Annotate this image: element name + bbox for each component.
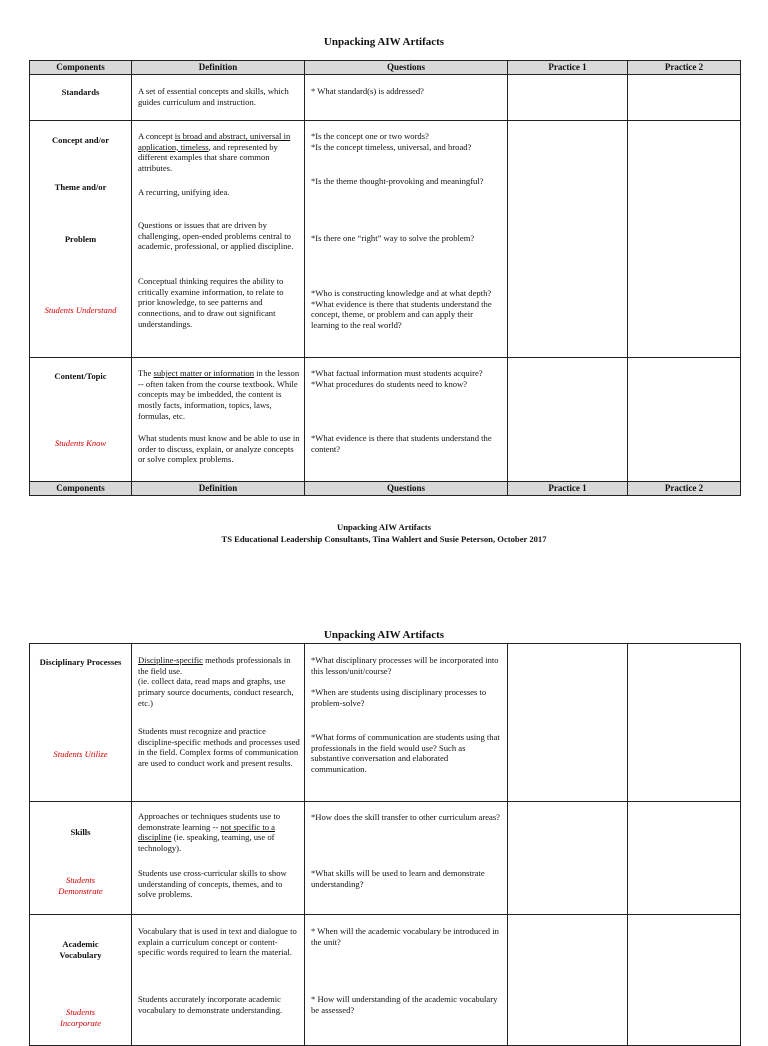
practice-2-content[interactable] [628,358,741,482]
question-problem: *Is there one “right” way to solve the problem? [311,233,475,243]
practice-1-standards[interactable] [508,75,628,121]
practice-2-disciplinary[interactable] [628,644,741,802]
row-skills [30,802,741,915]
aiw-table-1 [29,60,741,496]
label-disciplinary: Disciplinary Processes [39,657,122,667]
footer-title: Unpacking AIW Artifacts [337,522,431,532]
row-content [30,358,741,482]
def-content: The subject matter or information in the lesson -- often taken from the course textbook. While concepts may be imbedded, the content is mostly facts, information, topics, laws, formulas, etc. [138,368,300,421]
def-disciplinary: Discipline-specific methods professionals in the field use. (ie. collect data, read maps and graphs, use primary source documents, conduct research, etc.) [138,655,294,708]
row-vocabulary [30,915,741,1046]
def-concept: A concept is broad and abstract, universal in application, timeless, and represented by different examples that share common attributes. [138,131,291,174]
practice-2-concept[interactable] [628,121,741,358]
footer-header-questions: Questions [305,482,508,496]
practice-2-vocabulary[interactable] [628,915,741,1046]
def-skills: Approaches or techniques students use to demonstrate learning -- not specific to a discipline (ie. speaking, teaming, use of technology). [138,811,281,854]
question-disciplinary-3: *What forms of communication are students using that professionals in the field would use? Such as substantive conversation and elaborated communication. [311,732,500,775]
label-students-demonstrate: Students Demonstrate [58,875,103,896]
label-students-incorporate: Students Incorporate [59,1007,102,1028]
label-students-utilize: Students Utilize [53,749,108,759]
label-students-understand: Students Understand [44,305,117,315]
header-questions: Questions [305,61,508,75]
question-skills-1: *How does the skill transfer to other curriculum areas? [311,812,500,822]
def-students-demonstrate: Students use cross-curricular skills to show understanding of concepts, themes, and to solve problems. [138,868,287,900]
header-practice-2: Practice 2 [628,61,741,75]
question-standards: * What standard(s) is addressed? [311,86,424,96]
def-understand: Conceptual thinking requires the ability to critically examine information, to relate to prior knowledge, to see patterns and connections, and to draw out significant understandings. [138,276,284,329]
question-vocabulary-1: * When will the academic vocabulary be introduced in the unit? [311,926,499,947]
question-content: *What factual information must students acquire? *What procedures do students need to know? [311,368,483,389]
page-title-2: Unpacking AIW Artifacts [323,629,445,641]
def-students-know: What students must know and be able to use in order to discuss, explain, or analyze concepts or solve complex problems. [138,433,300,465]
question-disciplinary-1: *What disciplinary processes will be incorporated into this lesson/unit/course? [311,655,499,676]
footer-header-row [30,482,741,496]
row-disciplinary [30,644,741,802]
question-concept: *Is the concept one or two words? *Is the concept timeless, universal, and broad? [311,131,472,152]
label-concept: Concept and/or [51,135,110,145]
header-practice-1: Practice 1 [508,61,628,75]
footer-credit: TS Educational Leadership Consultants, Tina Wahlert and Susie Peterson, October 2017 [221,534,547,544]
label-content: Content/Topic [54,371,107,381]
practice-1-vocabulary[interactable] [508,915,628,1046]
label-problem: Problem [64,234,97,244]
question-skills-2: *What skills will be used to learn and demonstrate understanding? [311,868,485,889]
practice-1-skills[interactable] [508,802,628,915]
question-understand: *Who is constructing knowledge and at what depth? *What evidence is there that students understand the concept, theme, or problem and can apply their learning to the real world? [311,288,492,331]
header-definition: Definition [132,61,305,75]
practice-2-skills[interactable] [628,802,741,915]
label-theme: Theme and/or [54,182,107,192]
footer-header-components: Components [30,482,132,496]
def-students-utilize: Students must recognize and practice discipline-specific methods and processes used in the field. Complex forms of communication are used to conduct work and present results. [138,726,300,769]
header-row [30,61,741,75]
label-standards: Standards [61,87,100,97]
footer-header-practice-2: Practice 2 [628,482,741,496]
def-students-incorporate: Students accurately incorporate academic vocabulary to demonstrate understanding. [138,994,283,1015]
question-vocabulary-2: * How will understanding of the academic vocabulary be assessed? [311,994,498,1015]
footer-header-definition: Definition [132,482,305,496]
practice-1-concept[interactable] [508,121,628,358]
practice-1-disciplinary[interactable] [508,644,628,802]
label-skills: Skills [70,827,91,837]
def-problem: Questions or issues that are driven by challenging, open-ended problems central to academic, professional, or applied discipline. [138,220,294,252]
page-title: Unpacking AIW Artifacts [323,36,445,48]
def-standards: A set of essential concepts and skills, which guides curriculum and instruction. [138,86,289,107]
footer-header-practice-1: Practice 1 [508,482,628,496]
def-vocabulary: Vocabulary that is used in text and dialogue to explain a curriculum concept or content-specific words required to learn the material. [138,926,297,958]
question-theme: *Is the theme thought-provoking and meaningful? [311,176,484,186]
question-students-know: *What evidence is there that students understand the content? [311,433,492,454]
label-students-know: Students Know [54,438,107,448]
def-theme: A recurring, unifying idea. [138,187,230,197]
practice-1-content[interactable] [508,358,628,482]
label-academic-vocabulary: Academic Vocabulary [59,939,102,960]
header-components: Components [30,61,132,75]
practice-2-standards[interactable] [628,75,741,121]
question-disciplinary-2: *When are students using disciplinary processes to problem-solve? [311,687,487,708]
aiw-table-2 [29,643,741,1046]
row-standards [30,75,741,121]
row-concept [30,121,741,358]
